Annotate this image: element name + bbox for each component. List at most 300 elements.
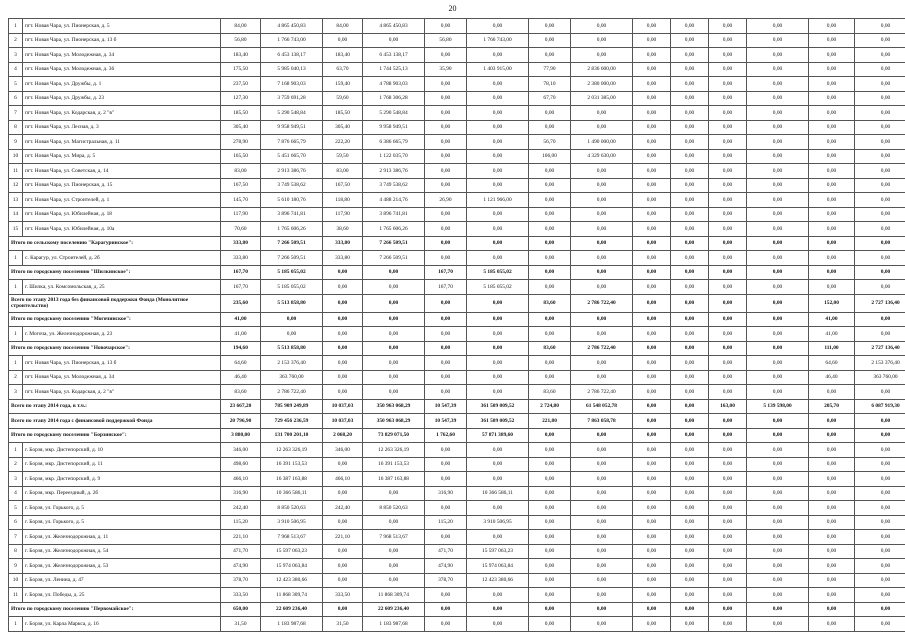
row-number: 10 xyxy=(9,149,23,164)
value-cell: 12 263 326,19 xyxy=(363,443,425,458)
value-cell: 63,70 xyxy=(323,62,363,77)
value-cell: 0,00 xyxy=(363,341,425,356)
value-cell: 0,00 xyxy=(709,33,747,48)
value-cell: 0,00 xyxy=(633,207,671,222)
value-cell: 6 453 138,17 xyxy=(261,48,323,63)
value-cell: 221,10 xyxy=(221,530,261,545)
value-cell: 0,00 xyxy=(671,327,709,342)
summary-row xyxy=(9,312,905,327)
value-cell: 0,00 xyxy=(709,62,747,77)
value-cell: 0,00 xyxy=(467,530,529,545)
value-cell: 305,40 xyxy=(323,120,363,135)
value-cell: 0,00 xyxy=(855,515,905,530)
value-cell: 7 266 509,51 xyxy=(261,251,323,266)
value-cell: 0,00 xyxy=(671,236,709,251)
value-cell: 378,70 xyxy=(221,573,261,588)
summary-label: Итого по городскому поселению "Могочинское": xyxy=(9,312,221,327)
value-cell: 0,00 xyxy=(425,294,467,312)
value-cell: 0,00 xyxy=(529,573,571,588)
value-cell: 0,00 xyxy=(855,544,905,559)
value-cell: 0,00 xyxy=(571,428,633,443)
value-cell: 0,00 xyxy=(425,472,467,487)
value-cell: 59,50 xyxy=(323,149,363,164)
value-cell: 0,00 xyxy=(671,207,709,222)
value-cell: 0,00 xyxy=(425,164,467,179)
value-cell: 0,00 xyxy=(633,472,671,487)
value-cell: 0,00 xyxy=(747,559,809,574)
value-cell: 0,00 xyxy=(425,251,467,266)
value-cell: 0,00 xyxy=(529,280,571,295)
value-cell: 0,00 xyxy=(425,135,467,150)
value-cell: 0,00 xyxy=(571,312,633,327)
value-cell: 0,00 xyxy=(709,617,747,632)
table-row xyxy=(9,530,905,545)
address-cell: пгт. Новая Чара, ул. Молодежная, д. 34 xyxy=(23,48,221,63)
page-number: 20 xyxy=(448,4,457,13)
value-cell: 0,00 xyxy=(467,457,529,472)
address-cell: г. Борзя, ул. Горького, д. 5 xyxy=(23,515,221,530)
value-cell: 0,00 xyxy=(571,486,633,501)
value-cell: 7 266 509,51 xyxy=(363,236,425,251)
value-cell: 15 974 063,84 xyxy=(467,559,529,574)
value-cell: 0,00 xyxy=(467,602,529,617)
value-cell: 0,00 xyxy=(671,62,709,77)
value-cell: 0,00 xyxy=(633,62,671,77)
value-cell: 0,00 xyxy=(709,559,747,574)
address-cell: г. Борзя, ул. Карла Маркса, д. 16 xyxy=(23,617,221,632)
value-cell: 16 387 163,88 xyxy=(261,472,323,487)
value-cell: 0,00 xyxy=(671,530,709,545)
value-cell: 152,00 xyxy=(809,294,855,312)
value-cell: 22 609 236,40 xyxy=(261,602,323,617)
summary-label: Итого по городскому поселению "Шилкинское": xyxy=(9,265,221,280)
value-cell: 0,00 xyxy=(529,544,571,559)
value-cell: 363 760,00 xyxy=(855,370,905,385)
value-cell: 0,00 xyxy=(363,327,425,342)
value-cell: 10 037,03 xyxy=(323,414,363,429)
value-cell: 10 366 586,11 xyxy=(467,486,529,501)
value-cell: 0,00 xyxy=(671,222,709,237)
value-cell: 0,00 xyxy=(363,486,425,501)
value-cell: 0,00 xyxy=(467,588,529,603)
value-cell: 0,00 xyxy=(363,356,425,371)
value-cell: 0,00 xyxy=(809,486,855,501)
value-cell: 0,00 xyxy=(809,385,855,400)
value-cell: 0,00 xyxy=(529,265,571,280)
summary-label: Итого по сельскому поселению "Карагуринское": xyxy=(9,236,221,251)
address-cell: с. Карагур, ул. Строителей, д. 2б xyxy=(23,251,221,266)
summary-row xyxy=(9,265,905,280)
value-cell: 0,00 xyxy=(855,617,905,632)
value-cell: 11 868 309,74 xyxy=(363,588,425,603)
value-cell: 0,00 xyxy=(425,370,467,385)
value-cell: 0,00 xyxy=(633,501,671,516)
value-cell: 31,50 xyxy=(221,617,261,632)
value-cell: 10 547,39 xyxy=(425,414,467,429)
value-cell: 0,00 xyxy=(809,443,855,458)
value-cell: 16 391 153,53 xyxy=(363,457,425,472)
value-cell: 0,00 xyxy=(633,530,671,545)
value-cell: 0,00 xyxy=(747,312,809,327)
value-cell: 0,00 xyxy=(633,294,671,312)
value-cell: 0,00 xyxy=(529,48,571,63)
table-row xyxy=(9,193,905,208)
value-cell: 0,00 xyxy=(709,602,747,617)
value-cell: 167,70 xyxy=(221,265,261,280)
value-cell: 2 727 136,40 xyxy=(855,294,905,312)
summary-label: Итого по городскому поселению "Новочарское": xyxy=(9,341,221,356)
address-cell: г. Борзя, ул. Ленина, д. 47 xyxy=(23,573,221,588)
value-cell: 5 451 665,70 xyxy=(261,149,323,164)
row-number: 11 xyxy=(9,164,23,179)
value-cell: 0,00 xyxy=(855,48,905,63)
value-cell: 0,00 xyxy=(709,149,747,164)
value-cell: 12 423 380,66 xyxy=(261,573,323,588)
value-cell: 0,00 xyxy=(425,457,467,472)
value-cell: 650,00 xyxy=(221,602,261,617)
value-cell: 3 880,00 xyxy=(221,428,261,443)
value-cell: 350 963 068,29 xyxy=(363,399,425,414)
value-cell: 0,00 xyxy=(671,135,709,150)
summary-label: Итого по городскому поселению "Первомайское": xyxy=(9,602,221,617)
row-number: 5 xyxy=(9,77,23,92)
summary-row xyxy=(9,236,905,251)
value-cell: 35,90 xyxy=(425,62,467,77)
value-cell: 9 958 949,51 xyxy=(363,120,425,135)
address-cell: пгт. Новая Чара, ул. Пионерская, д. 13 б xyxy=(23,356,221,371)
value-cell: 0,00 xyxy=(363,370,425,385)
value-cell: 0,00 xyxy=(809,544,855,559)
value-cell: 111,00 xyxy=(809,341,855,356)
address-cell: г. Борзя, мкр. Дистепорский, д. 11 xyxy=(23,457,221,472)
row-number: 7 xyxy=(9,106,23,121)
value-cell: 0,00 xyxy=(363,385,425,400)
table-row xyxy=(9,617,905,632)
value-cell: 0,00 xyxy=(809,265,855,280)
value-cell: 0,00 xyxy=(747,370,809,385)
value-cell: 0,00 xyxy=(709,515,747,530)
row-number: 1 xyxy=(9,617,23,632)
value-cell: 0,00 xyxy=(425,149,467,164)
value-cell: 346,00 xyxy=(221,443,261,458)
value-cell: 0,00 xyxy=(571,207,633,222)
value-cell: 0,00 xyxy=(467,501,529,516)
value-cell: 0,00 xyxy=(855,530,905,545)
value-cell: 0,00 xyxy=(671,265,709,280)
address-cell: пгт. Новая Чара, ул. Кодарская, д. 2 "в" xyxy=(23,385,221,400)
value-cell: 0,00 xyxy=(467,164,529,179)
row-number: 13 xyxy=(9,193,23,208)
address-cell: пгт. Новая Чара, ул. Дружбы, д. 23 xyxy=(23,91,221,106)
value-cell: 0,00 xyxy=(709,530,747,545)
table-row xyxy=(9,222,905,237)
value-cell: 0,00 xyxy=(529,559,571,574)
row-number: 6 xyxy=(9,515,23,530)
value-cell: 0,00 xyxy=(633,457,671,472)
value-cell: 167,70 xyxy=(425,265,467,280)
value-cell: 0,00 xyxy=(571,106,633,121)
value-cell: 0,00 xyxy=(747,265,809,280)
address-cell: пгт. Новая Чара, ул. Пионерская, д. 13 б xyxy=(23,33,221,48)
table-row xyxy=(9,472,905,487)
value-cell: 0,00 xyxy=(747,385,809,400)
value-cell: 165,50 xyxy=(221,149,261,164)
value-cell: 0,00 xyxy=(855,385,905,400)
value-cell: 0,00 xyxy=(855,120,905,135)
value-cell: 0,00 xyxy=(467,472,529,487)
value-cell: 0,00 xyxy=(809,91,855,106)
value-cell: 0,00 xyxy=(633,486,671,501)
value-cell: 0,00 xyxy=(529,312,571,327)
value-cell: 0,00 xyxy=(855,178,905,193)
value-cell: 83,00 xyxy=(323,164,363,179)
value-cell: 0,00 xyxy=(855,588,905,603)
address-cell: пгт. Новая Чара, ул. Молодежная, д. 34 xyxy=(23,370,221,385)
value-cell: 0,00 xyxy=(633,236,671,251)
value-cell: 0,00 xyxy=(855,443,905,458)
address-cell: пгт. Новая Чара, ул. Лесная, д. 3 xyxy=(23,120,221,135)
value-cell: 56,80 xyxy=(425,33,467,48)
value-cell: 0,00 xyxy=(671,515,709,530)
value-cell: 0,00 xyxy=(747,77,809,92)
value-cell: 0,00 xyxy=(855,428,905,443)
value-cell: 242,40 xyxy=(221,501,261,516)
summary-row xyxy=(9,602,905,617)
value-cell: 7 266 509,51 xyxy=(363,251,425,266)
table-row xyxy=(9,370,905,385)
value-cell: 0,00 xyxy=(671,573,709,588)
value-cell: 84,00 xyxy=(221,19,261,34)
value-cell: 5 610 180,76 xyxy=(261,193,323,208)
value-cell: 0,00 xyxy=(747,588,809,603)
value-cell: 0,00 xyxy=(809,501,855,516)
value-cell: 0,00 xyxy=(747,327,809,342)
value-cell: 0,00 xyxy=(809,515,855,530)
value-cell: 7 266 509,51 xyxy=(261,236,323,251)
value-cell: 0,00 xyxy=(671,251,709,266)
value-cell: 0,00 xyxy=(633,544,671,559)
value-cell: 78,10 xyxy=(529,77,571,92)
value-cell: 0,00 xyxy=(747,178,809,193)
value-cell: 0,00 xyxy=(671,443,709,458)
value-cell: 1 403 915,00 xyxy=(467,62,529,77)
table-row xyxy=(9,106,905,121)
value-cell: 0,00 xyxy=(633,120,671,135)
value-cell: 167,50 xyxy=(323,178,363,193)
value-cell: 56,70 xyxy=(529,135,571,150)
value-cell: 0,00 xyxy=(529,327,571,342)
value-cell: 12 423 380,66 xyxy=(467,573,529,588)
value-cell: 0,00 xyxy=(529,19,571,34)
value-cell: 0,00 xyxy=(671,588,709,603)
value-cell: 0,00 xyxy=(747,222,809,237)
value-cell: 0,00 xyxy=(425,77,467,92)
address-cell: пгт. Новая Чара, ул. Строителей, д. 1 xyxy=(23,193,221,208)
value-cell: 56,80 xyxy=(221,33,261,48)
value-cell: 0,00 xyxy=(571,617,633,632)
summary-row xyxy=(9,294,905,312)
value-cell: 0,00 xyxy=(671,312,709,327)
value-cell: 12 263 326,19 xyxy=(261,443,323,458)
value-cell: 2 836 600,00 xyxy=(571,62,633,77)
value-cell: 0,00 xyxy=(571,573,633,588)
value-cell: 2 786 722,40 xyxy=(571,385,633,400)
value-cell: 0,00 xyxy=(809,457,855,472)
value-cell: 0,00 xyxy=(529,588,571,603)
value-cell: 0,00 xyxy=(571,178,633,193)
table-row xyxy=(9,62,905,77)
value-cell: 316,90 xyxy=(425,486,467,501)
value-cell: 0,00 xyxy=(671,414,709,429)
value-cell: 0,00 xyxy=(671,356,709,371)
value-cell: 474,90 xyxy=(425,559,467,574)
value-cell: 346,00 xyxy=(323,443,363,458)
row-number: 8 xyxy=(9,544,23,559)
value-cell: 2 727 136,40 xyxy=(855,341,905,356)
value-cell: 1 183 987,68 xyxy=(261,617,323,632)
table-row xyxy=(9,251,905,266)
value-cell: 15 597 063,23 xyxy=(261,544,323,559)
value-cell: 0,00 xyxy=(467,77,529,92)
row-number: 3 xyxy=(9,385,23,400)
row-number: 2 xyxy=(9,33,23,48)
value-cell: 1 744 525,13 xyxy=(363,62,425,77)
value-cell: 0,00 xyxy=(425,312,467,327)
table-row xyxy=(9,48,905,63)
value-cell: 3 896 741,81 xyxy=(261,207,323,222)
address-cell: г. Борзя, ул. Железнодорожная, д. 53 xyxy=(23,559,221,574)
summary-label: Всего по этапу 2014 года, в т.ч.: xyxy=(9,399,221,414)
value-cell: 205,70 xyxy=(809,399,855,414)
value-cell: 0,00 xyxy=(425,356,467,371)
value-cell: 0,00 xyxy=(855,265,905,280)
value-cell: 0,00 xyxy=(709,370,747,385)
value-cell: 0,00 xyxy=(671,48,709,63)
value-cell: 0,00 xyxy=(709,178,747,193)
value-cell: 0,00 xyxy=(671,544,709,559)
value-cell: 0,00 xyxy=(855,149,905,164)
value-cell: 0,00 xyxy=(363,544,425,559)
value-cell: 361 509 009,52 xyxy=(467,399,529,414)
value-cell: 242,40 xyxy=(323,501,363,516)
value-cell: 0,00 xyxy=(633,280,671,295)
value-cell: 0,00 xyxy=(529,370,571,385)
value-cell: 8 850 520,63 xyxy=(363,501,425,516)
row-number: 2 xyxy=(9,457,23,472)
value-cell: 67,70 xyxy=(529,91,571,106)
value-cell: 41,00 xyxy=(221,327,261,342)
value-cell: 0,00 xyxy=(323,544,363,559)
value-cell: 0,00 xyxy=(747,356,809,371)
value-cell: 3 896 741,81 xyxy=(363,207,425,222)
table-row xyxy=(9,77,905,92)
value-cell: 0,00 xyxy=(571,19,633,34)
value-cell: 0,00 xyxy=(633,178,671,193)
value-cell: 0,00 xyxy=(633,222,671,237)
value-cell: 0,00 xyxy=(855,472,905,487)
value-cell: 0,00 xyxy=(467,149,529,164)
value-cell: 0,00 xyxy=(571,251,633,266)
value-cell: 0,00 xyxy=(633,356,671,371)
table-row xyxy=(9,486,905,501)
value-cell: 0,00 xyxy=(363,294,425,312)
value-cell: 0,00 xyxy=(633,33,671,48)
value-cell: 0,00 xyxy=(809,149,855,164)
value-cell: 278,90 xyxy=(221,135,261,150)
value-cell: 10 547,39 xyxy=(425,399,467,414)
table-row xyxy=(9,327,905,342)
value-cell: 0,00 xyxy=(529,457,571,472)
value-cell: 5 185 055,02 xyxy=(261,265,323,280)
value-cell: 2 786 722,40 xyxy=(571,294,633,312)
value-cell: 5 139 598,00 xyxy=(747,399,809,414)
value-cell: 0,00 xyxy=(809,472,855,487)
value-cell: 0,00 xyxy=(467,370,529,385)
value-cell: 0,00 xyxy=(571,370,633,385)
value-cell: 3 910 506,95 xyxy=(467,515,529,530)
value-cell: 1 766 743,00 xyxy=(467,33,529,48)
value-cell: 1 765 606,26 xyxy=(261,222,323,237)
value-cell: 0,00 xyxy=(709,120,747,135)
value-cell: 0,00 xyxy=(809,617,855,632)
value-cell: 333,80 xyxy=(323,251,363,266)
value-cell: 0,00 xyxy=(323,33,363,48)
value-cell: 0,00 xyxy=(747,602,809,617)
value-cell: 0,00 xyxy=(363,312,425,327)
value-cell: 5 290 548,84 xyxy=(261,106,323,121)
value-cell: 0,00 xyxy=(633,251,671,266)
value-cell: 0,00 xyxy=(671,428,709,443)
row-number: 9 xyxy=(9,559,23,574)
value-cell: 145,70 xyxy=(221,193,261,208)
value-cell: 16 387 163,88 xyxy=(363,472,425,487)
value-cell: 2 068,20 xyxy=(323,428,363,443)
value-cell: 361 509 009,52 xyxy=(467,414,529,429)
row-number: 1 xyxy=(9,356,23,371)
row-number: 15 xyxy=(9,222,23,237)
value-cell: 466,10 xyxy=(323,472,363,487)
value-cell: 1 765 606,26 xyxy=(363,222,425,237)
value-cell: 5 985 040,13 xyxy=(261,62,323,77)
row-number: 6 xyxy=(9,91,23,106)
value-cell: 4 329 630,00 xyxy=(571,149,633,164)
value-cell: 0,00 xyxy=(363,515,425,530)
value-cell: 2 786 722,40 xyxy=(261,385,323,400)
row-number: 12 xyxy=(9,178,23,193)
address-cell: г. Борзя, мкр. Дистепорский, д. 10 xyxy=(23,443,221,458)
table-row xyxy=(9,149,905,164)
value-cell: 0,00 xyxy=(809,178,855,193)
value-cell: 0,00 xyxy=(809,120,855,135)
value-cell: 1 183 987,68 xyxy=(363,617,425,632)
value-cell: 0,00 xyxy=(633,515,671,530)
value-cell: 0,00 xyxy=(671,457,709,472)
value-cell: 7 876 665,79 xyxy=(261,135,323,150)
value-cell: 0,00 xyxy=(467,19,529,34)
value-cell: 2 786 722,40 xyxy=(571,341,633,356)
address-cell: пгт. Новая Чара, ул. Юбилейная, д. 10а xyxy=(23,222,221,237)
row-number: 14 xyxy=(9,207,23,222)
value-cell: 0,00 xyxy=(855,91,905,106)
value-cell: 0,00 xyxy=(529,251,571,266)
value-cell: 0,00 xyxy=(709,294,747,312)
value-cell: 0,00 xyxy=(671,370,709,385)
value-cell: 2 913 386,76 xyxy=(261,164,323,179)
value-cell: 0,00 xyxy=(671,106,709,121)
value-cell: 0,00 xyxy=(809,33,855,48)
value-cell: 83,60 xyxy=(529,294,571,312)
value-cell: 0,00 xyxy=(633,106,671,121)
